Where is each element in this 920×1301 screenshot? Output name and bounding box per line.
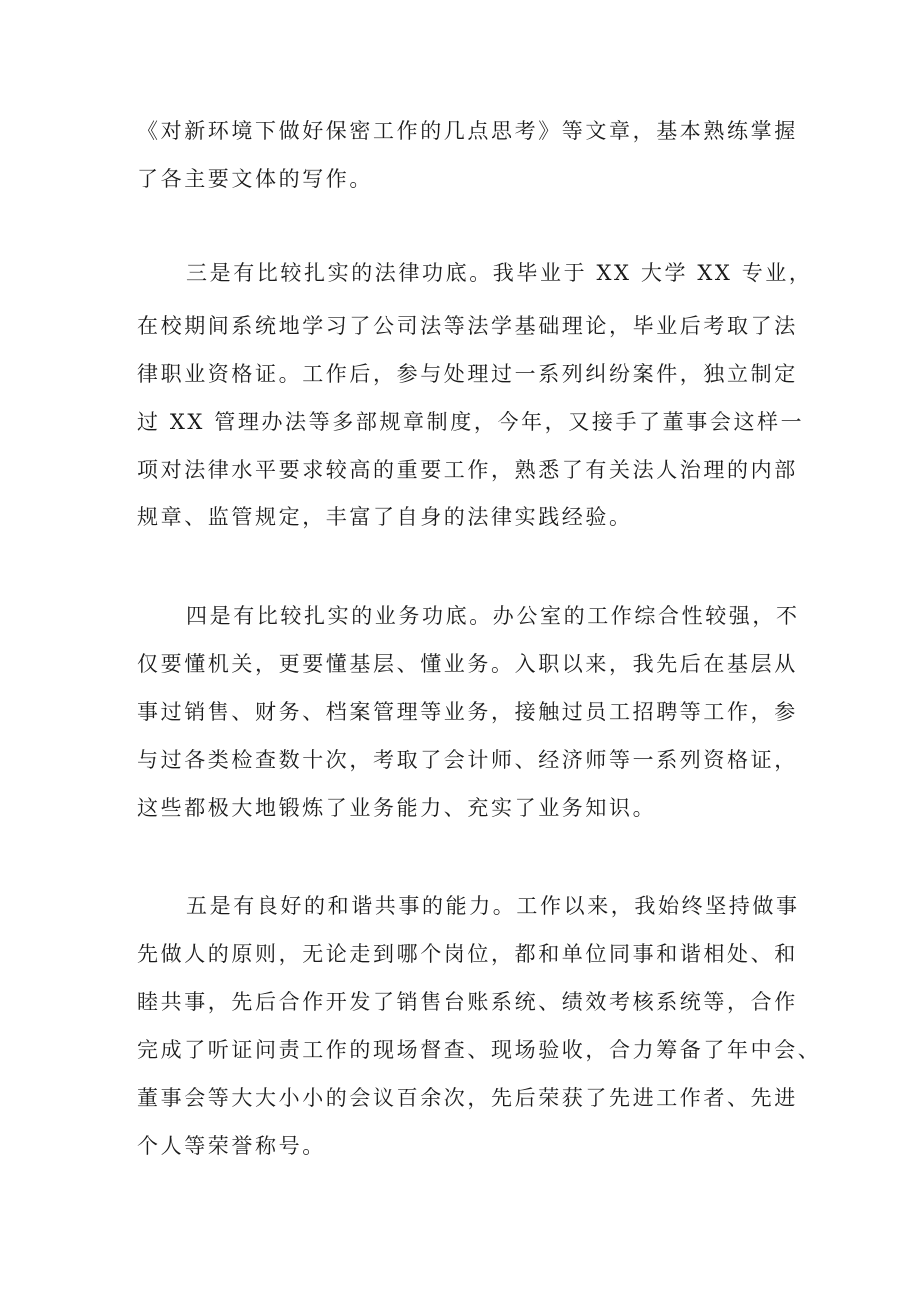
paragraph-3-line-1: 四是有比较扎实的业务功底。办公室的工作综合性较强，不 — [186, 604, 800, 628]
paragraph-3-line-5: 这些都极大地锻炼了业务能力、充实了业务知识。 — [137, 796, 657, 820]
paragraph-2-line-4: 过 XX 管理办法等多部规章制度，今年，又接手了董事会这样一 — [137, 410, 805, 434]
paragraph-1-line-1: 《对新环境下做好保密工作的几点思考》等文章，基本熟练掌握 — [137, 119, 798, 143]
paragraph-2-line-5: 项对法律水平要求较高的重要工作，熟悉了有关法人治理的内部 — [137, 458, 798, 482]
paragraph-2-line-6: 规章、监管规定，丰富了自身的法律实践经验。 — [137, 505, 633, 529]
paragraph-2-line-1: 三是有比较扎实的法律功底。我毕业于 XX 大学 XX 专业， — [186, 261, 813, 285]
paragraph-3-line-2: 仅要懂机关，更要懂基层、懂业务。入职以来，我先后在基层从 — [137, 652, 798, 676]
paragraph-4-line-6: 个人等荣誉称号。 — [137, 1134, 326, 1158]
paragraph-1-line-2: 了各主要文体的写作。 — [137, 167, 373, 191]
paragraph-3-line-4: 与过各类检查数十次，考取了会计师、经济师等一系列资格证， — [137, 748, 798, 772]
paragraph-4-line-3: 睦共事，先后合作开发了销售台账系统、绩效考核系统等，合作 — [137, 990, 798, 1014]
paragraph-4-line-2: 先做人的原则，无论走到哪个岗位，都和单位同事和谐相处、和 — [137, 942, 798, 966]
paragraph-4-line-1: 五是有良好的和谐共事的能力。工作以来，我始终坚持做事 — [186, 894, 800, 918]
paragraph-2-line-2: 在校期间系统地学习了公司法等法学基础理论，毕业后考取了法 — [137, 314, 798, 338]
paragraph-4-line-4: 完成了听证问责工作的现场督查、现场验收，合力筹备了年中会、 — [137, 1038, 822, 1062]
paragraph-2-line-3: 律职业资格证。工作后，参与处理过一系列纠纷案件，独立制定 — [137, 362, 798, 386]
paragraph-4-line-5: 董事会等大大小小的会议百余次，先后荣获了先进工作者、先进 — [137, 1086, 798, 1110]
paragraph-3-line-3: 事过销售、财务、档案管理等业务，接触过员工招聘等工作，参 — [137, 700, 798, 724]
